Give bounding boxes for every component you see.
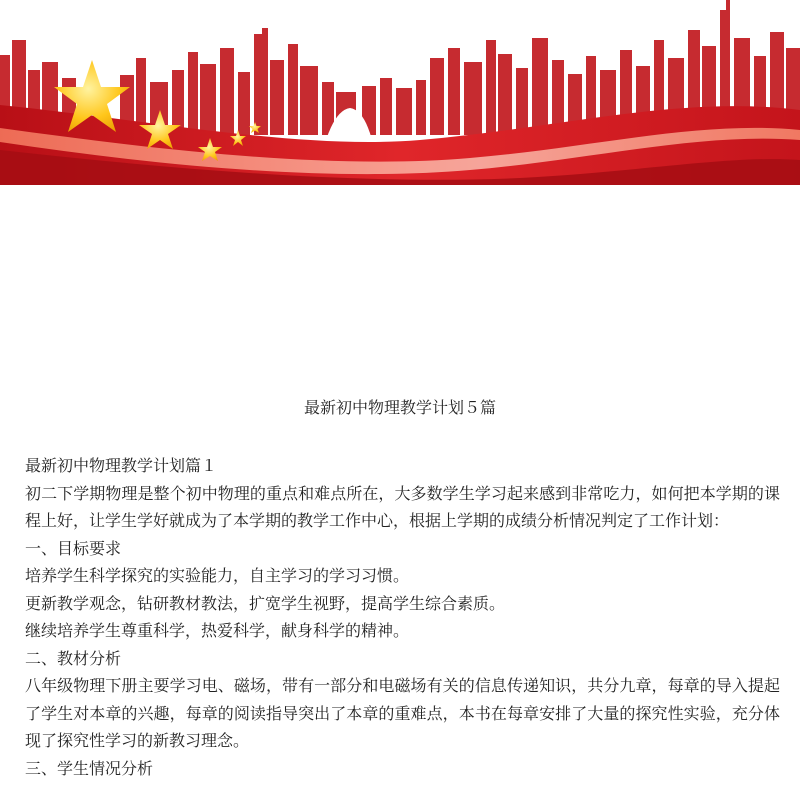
subheading: 一、目标要求 — [25, 538, 122, 558]
document-title: 最新初中物理教学计划５篇 — [303, 398, 496, 417]
subheading: 三、学生情况分析 — [25, 758, 154, 778]
paragraph: 八年级物理下册主要学习电、磁场，带有一部分和电磁场有关的信息传递知识，共分九章，每章的导入提起了学生对本章的兴趣，每章的阅读指导突出了本章的重难点，本书在每章安排了大量的探究性实验，充分体现了探究性学习的新教习理念。 — [25, 676, 780, 750]
paragraph: 培养学生科学探究的实验能力，自主学习的学习习惯。 — [25, 566, 410, 585]
paragraph: 更新教学观念，钻研教材教法，扩宽学生视野，提高学生综合素质。 — [25, 593, 506, 613]
document-content — [25, 452, 780, 782]
paragraph: 初二下学期物理是整个初中物理的重点和难点所在，大多数学生学习起来感到非常吃力，如何把本学期的课程上好，让学生学好就成为了本学期的教学工作中心，根据上学期的成绩分析情况判定了工作计划： — [25, 483, 780, 530]
paragraph: 继续培养学生尊重科学，热爱科学，献身科学的精神。 — [25, 621, 410, 640]
section-heading: 最新初中物理教学计划篇１ — [25, 456, 218, 475]
subheading: 二、教材分析 — [25, 648, 122, 668]
